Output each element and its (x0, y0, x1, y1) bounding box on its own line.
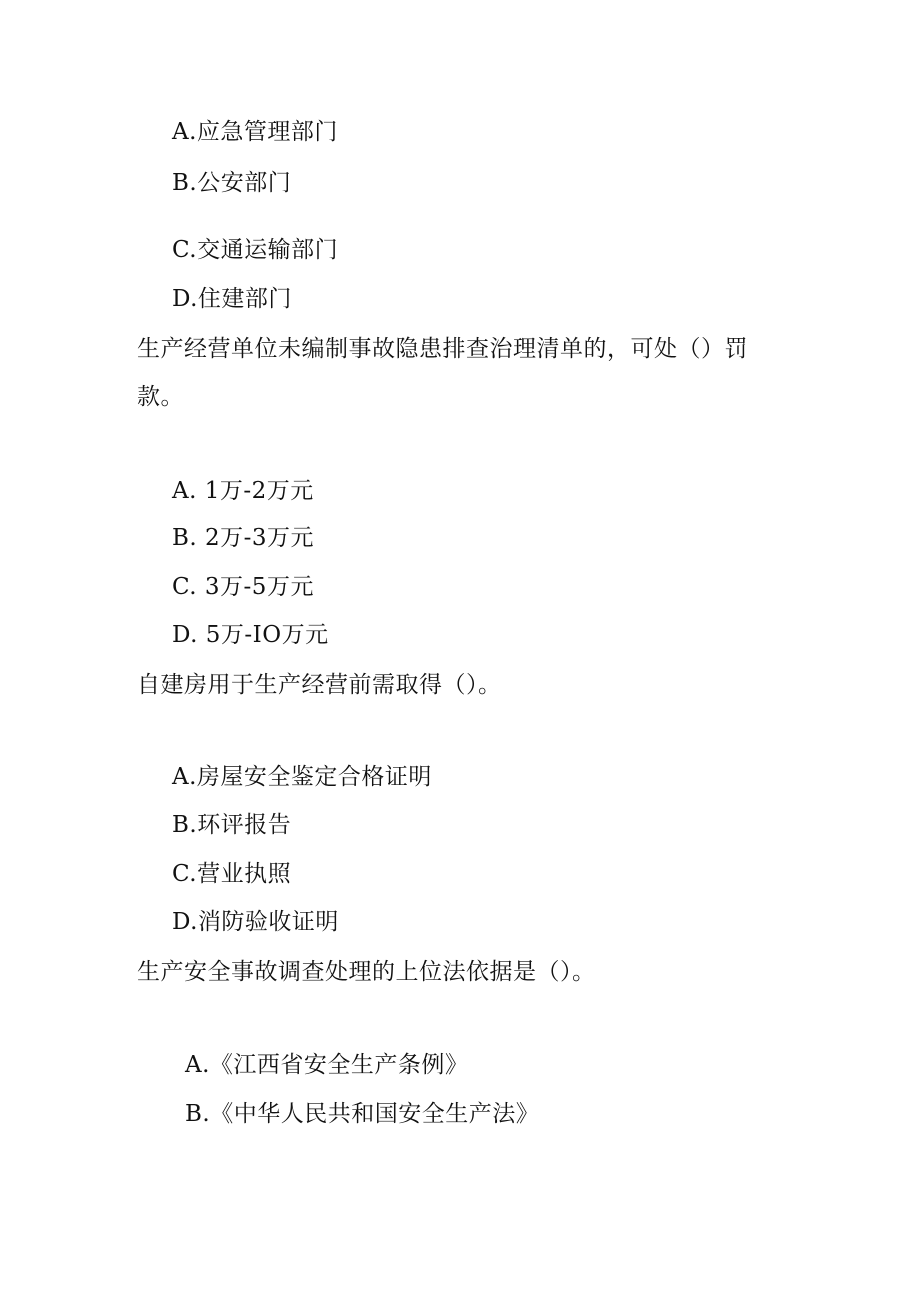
option-b: B.《中华人民共和国安全生产法》 (185, 1101, 540, 1127)
option-d: D.消防验收证明 (172, 909, 339, 935)
option-a: A.《江西省安全生产条例》 (185, 1052, 469, 1078)
option-c: C. 3万-5万元 (172, 574, 314, 600)
question-text: 自建房用于生产经营前需取得（）。 (137, 672, 502, 698)
option-b: B.环评报告 (172, 812, 292, 838)
option-c: C.交通运输部门 (172, 237, 339, 263)
option-b: B. 2万-3万元 (172, 525, 315, 551)
question-text: 生产安全事故调查处理的上位法依据是（）。 (137, 959, 596, 985)
question-text: 生产经营单位未编制事故隐患排查治理清单的，可处（）罚 (137, 336, 748, 362)
question-text-continued: 款。 (137, 384, 184, 410)
option-b: B.公安部门 (172, 170, 292, 196)
option-a: A. 1万-2万元 (172, 478, 314, 504)
option-d: D. 5万-IO万元 (172, 622, 329, 648)
option-a: A.房屋安全鉴定合格证明 (172, 764, 432, 790)
option-c: C.营业执照 (172, 861, 292, 887)
option-d: D.住建部门 (172, 286, 292, 312)
option-a: A.应急管理部门 (172, 119, 338, 145)
